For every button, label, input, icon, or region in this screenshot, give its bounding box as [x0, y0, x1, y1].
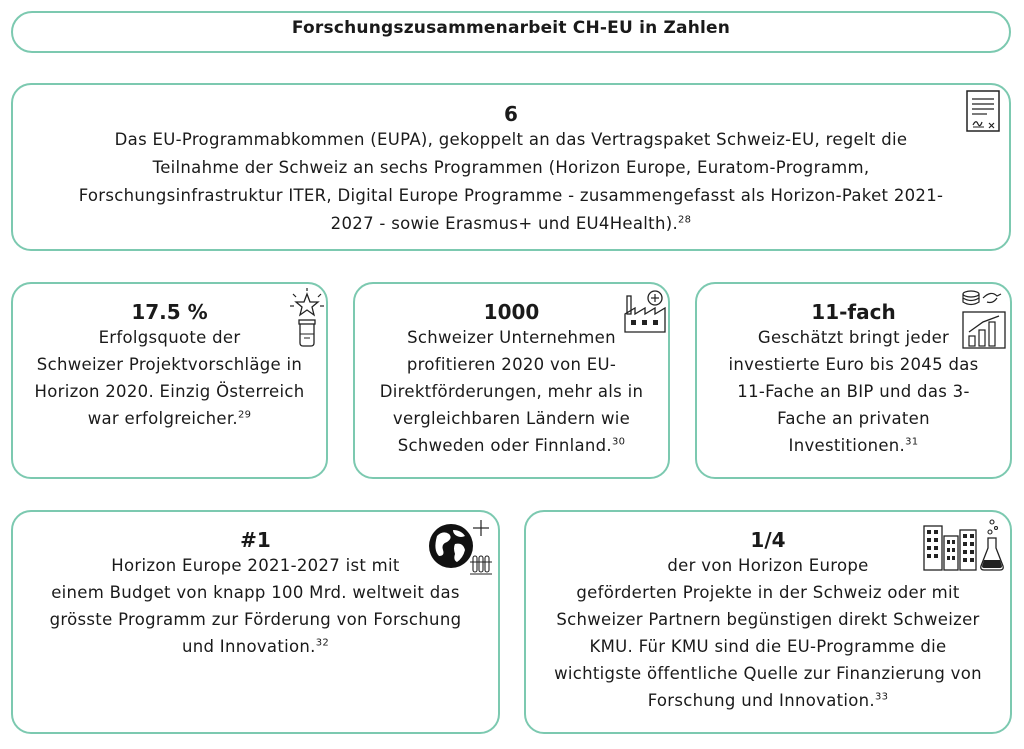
- description-line: einem Budget von knapp 100 Mrd. weltweit das: [51, 583, 460, 602]
- description-line: Das EU-Programmabkommen (EUPA), gekoppelt an das Vertragspaket Schweiz-EU, regelt die: [114, 130, 908, 149]
- stat-description: [355, 324, 668, 459]
- contract-document-icon: [965, 89, 1003, 135]
- description-line: war erfolgreicher.: [87, 409, 238, 428]
- stat-value: 17.5 %: [131, 300, 208, 324]
- header-title-bar: [11, 11, 1011, 53]
- star-beaker-icon: [289, 288, 325, 348]
- description-line: grösste Programm zur Förderung von Forschung: [49, 610, 462, 629]
- globe-test-tubes-icon: [423, 518, 495, 576]
- description-line: Fache an privaten: [777, 409, 930, 428]
- description-line: Schweizer Partnern begünstigen direkt Schweizer: [556, 610, 980, 629]
- description-line: Direktförderungen, mehr als in: [379, 382, 644, 401]
- description-line: 2027 - sowie Erasmus+ und EU4Health).: [330, 214, 678, 233]
- description-line: KMU. Für KMU sind die EU-Programme die: [589, 637, 947, 656]
- description-line: Forschungsinfrastruktur ITER, Digital Europe Programme - zusammengefasst als Horizon-Paket 2021-: [78, 186, 944, 205]
- description-line: Schweden oder Finnland.: [397, 436, 612, 455]
- stat-value: #1: [240, 528, 271, 552]
- buildings-flask-icon: [922, 518, 1004, 572]
- description-line: vergleichbaren Ländern wie: [392, 409, 631, 428]
- description-line: investierte Euro bis 2045 das: [728, 355, 979, 374]
- stat-card-largest-program: [11, 510, 500, 734]
- stat-description: [13, 126, 1009, 238]
- stat-card-sme-share: [524, 510, 1012, 734]
- coins-growth-chart-icon: [961, 288, 1007, 350]
- stat-card-eupa: [11, 83, 1011, 251]
- description-line: Forschung und Innovation.: [647, 691, 875, 710]
- footnote-marker: 33: [874, 691, 889, 703]
- description-line: geförderten Projekte in der Schweiz oder mit: [576, 583, 960, 602]
- stat-description: [526, 552, 1010, 714]
- description-line: Erfolgsquote der: [98, 328, 241, 347]
- footnote-marker: 32: [315, 637, 330, 649]
- description-line: Schweizer Unternehmen: [407, 328, 616, 347]
- description-line: Investitionen.: [788, 436, 906, 455]
- description-line: Schweizer Projektvorschläge in: [36, 355, 303, 374]
- stat-description: [13, 324, 326, 432]
- description-line: der von Horizon Europe: [667, 556, 869, 575]
- footnote-marker: 28: [677, 214, 692, 226]
- stat-value: 1/4: [750, 528, 786, 552]
- description-line: Teilnahme der Schweiz an sechs Programmen (Horizon Europe, Euratom-Programm,: [152, 158, 870, 177]
- description-line: 11-Fache an BIP und das 3-: [737, 382, 970, 401]
- description-line: Horizon Europe 2021-2027 ist mit: [111, 556, 400, 575]
- stat-value: 1000: [483, 300, 540, 324]
- factory-icon: [623, 288, 667, 334]
- footnote-marker: 29: [237, 409, 252, 421]
- stat-value: 6: [504, 102, 518, 126]
- page-title: Forschungszusammenarbeit CH-EU in Zahlen: [291, 18, 731, 38]
- description-line: profitieren 2020 von EU-: [406, 355, 617, 374]
- description-line: und Innovation.: [181, 637, 316, 656]
- description-line: wichtigste öffentliche Quelle zur Finanzierung von: [554, 664, 982, 683]
- footnote-marker: 31: [905, 436, 919, 448]
- description-line: Geschätzt bringt jeder: [757, 328, 950, 347]
- stat-card-companies: [353, 282, 670, 479]
- stat-value: 11-fach: [811, 300, 896, 324]
- footnote-marker: 30: [611, 436, 626, 448]
- stat-card-success-rate: [11, 282, 328, 479]
- stat-card-gdp-multiplier: [695, 282, 1012, 479]
- description-line: Horizon 2020. Einzig Österreich: [34, 382, 305, 401]
